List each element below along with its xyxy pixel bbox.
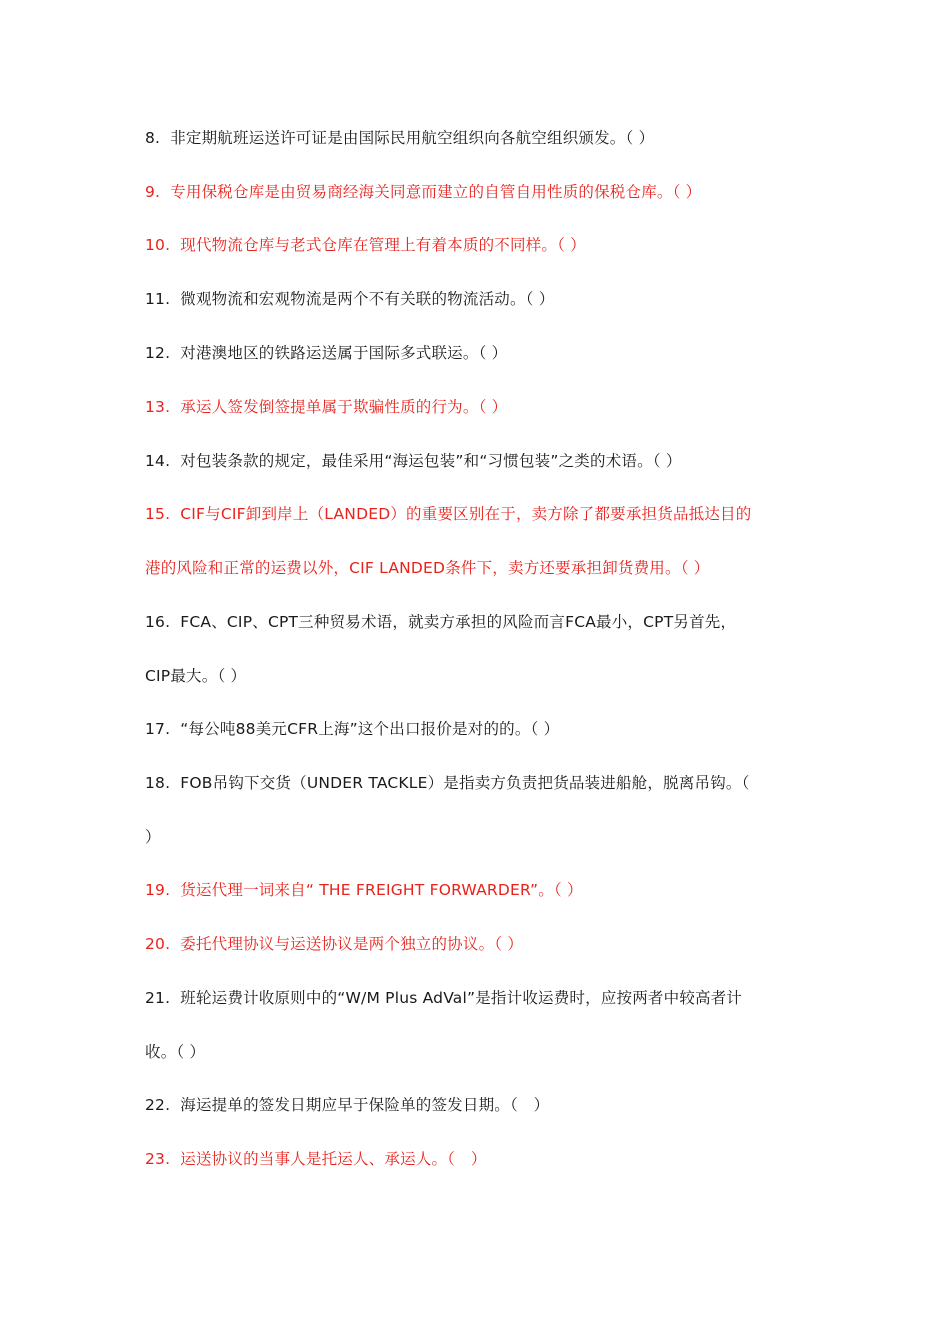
question-number: 12. xyxy=(145,344,171,362)
question-text: 承运人签发倒签提单属于欺骗性质的行为。（ ） xyxy=(180,398,508,416)
question-number: 19. xyxy=(145,881,171,899)
question-text: 海运提单的签发日期应早于保险单的签发日期。（ ） xyxy=(180,1096,550,1114)
question-16 xyxy=(145,610,815,634)
question-14 xyxy=(145,449,815,473)
question-13 xyxy=(145,395,815,419)
question-text: 非定期航班运送许可证是由国际民用航空组织向各航空组织颁发。（ ） xyxy=(170,129,655,147)
question-text-continued: 收。（ ） xyxy=(145,1043,206,1061)
question-18 xyxy=(145,771,815,795)
question-23 xyxy=(145,1147,815,1171)
question-text: 对包装条款的规定，最佳采用“海运包装”和“习惯包装”之类的术语。（ ） xyxy=(180,452,682,470)
question-text: 班轮运费计收原则中的“W/M Plus AdVal”是指计收运费时，应按两者中较高者计 xyxy=(180,989,743,1007)
question-text: FOB吊钩下交货（UNDER TACKLE）是指卖方负责把货品装进船舱，脱离吊钩。（ xyxy=(180,774,750,792)
question-21-continuation xyxy=(145,1040,815,1064)
question-number: 11. xyxy=(145,290,171,308)
question-19 xyxy=(145,878,815,902)
question-number: 15. xyxy=(145,505,171,523)
question-text: FCA、CIP、CPT三种贸易术语，就卖方承担的风险而言FCA最小，CPT另首先， xyxy=(180,613,737,631)
question-number: 8. xyxy=(145,129,161,147)
question-20 xyxy=(145,932,815,956)
question-number: 14. xyxy=(145,452,171,470)
question-text-continued: ） xyxy=(145,828,161,846)
question-18-continuation xyxy=(145,825,815,849)
question-text: 运送协议的当事人是托运人、承运人。（ ） xyxy=(180,1150,487,1168)
question-text: 货运代理一词来自“ THE FREIGHT FORWARDER”。（ ） xyxy=(180,881,583,899)
question-text-continued: CIP最大。（ ） xyxy=(145,667,247,685)
question-text: CIF与CIF卸到岸上（LANDED）的重要区别在于，卖方除了都要承担货品抵达目的 xyxy=(180,505,752,523)
question-text: “每公吨88美元CFR上海”这个出口报价是对的的。（ ） xyxy=(180,720,560,738)
question-9 xyxy=(145,180,815,204)
question-text: 委托代理协议与运送协议是两个独立的协议。（ ） xyxy=(180,935,524,953)
question-8 xyxy=(145,126,815,150)
question-21 xyxy=(145,986,815,1010)
question-number: 23. xyxy=(145,1150,171,1168)
question-17 xyxy=(145,717,815,741)
question-10 xyxy=(145,233,815,257)
question-text: 微观物流和宏观物流是两个不有关联的物流活动。（ ） xyxy=(180,290,555,308)
question-number: 20. xyxy=(145,935,171,953)
question-number: 16. xyxy=(145,613,171,631)
question-12 xyxy=(145,341,815,365)
question-number: 13. xyxy=(145,398,171,416)
question-number: 18. xyxy=(145,774,171,792)
question-text: 现代物流仓库与老式仓库在管理上有着本质的不同样。（ ） xyxy=(180,236,586,254)
question-number: 10. xyxy=(145,236,171,254)
question-11 xyxy=(145,287,815,311)
question-text: 专用保税仓库是由贸易商经海关同意而建立的自管自用性质的保税仓库。（ ） xyxy=(170,183,702,201)
question-text-continued: 港的风险和正常的运费以外，CIF LANDED条件下，卖方还要承担卸货费用。（ ） xyxy=(145,559,710,577)
question-15-continuation xyxy=(145,556,815,580)
question-text: 对港澳地区的铁路运送属于国际多式联运。（ ） xyxy=(180,344,508,362)
question-number: 9. xyxy=(145,183,161,201)
question-number: 22. xyxy=(145,1096,171,1114)
question-15 xyxy=(145,502,815,526)
question-number: 21. xyxy=(145,989,171,1007)
question-16-continuation xyxy=(145,664,815,688)
question-number: 17. xyxy=(145,720,171,738)
question-22 xyxy=(145,1093,815,1117)
